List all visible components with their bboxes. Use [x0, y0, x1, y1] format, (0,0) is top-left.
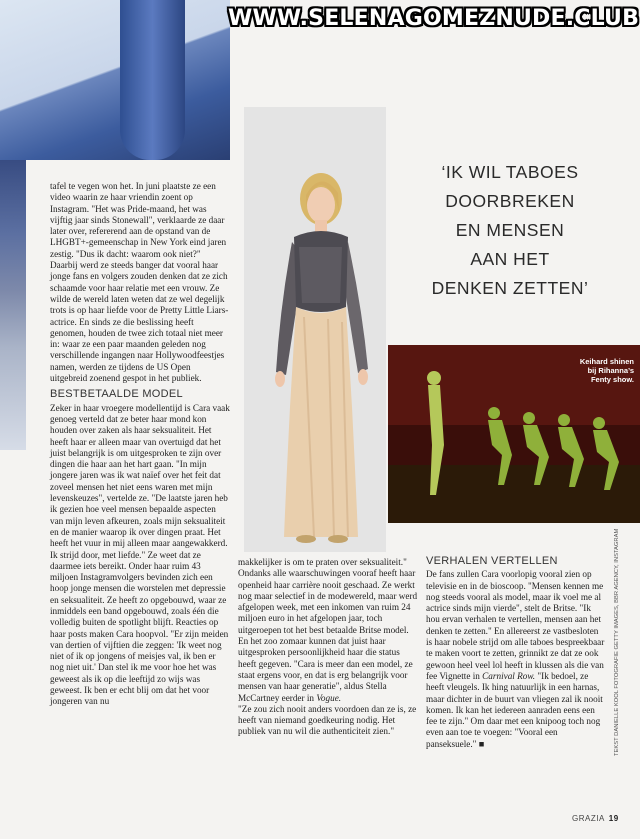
- section-subhead: VERHALEN VERTELLEN: [426, 555, 558, 567]
- quote-line: ‘IK WIL TABOES: [441, 162, 579, 182]
- cara-gown-illustration: [244, 107, 386, 552]
- section-subhead: BESTBETAALDE MODEL: [50, 388, 183, 401]
- pull-quote: [420, 158, 600, 303]
- photo-arm-shape: [120, 0, 185, 160]
- body-text: "Ze zou zich nooit anders voordoen dan ze is, ze heeft van niemand goedkeuring nodig. Het publiek van nu wil die authenticiteit zien.": [238, 703, 417, 737]
- body-paragraph: tafel te vegen won het. In juni plaatste ze een video waarin ze haar vriendin zoent op Instagram. "Het was Pride-maand, het was vijftig jaar sinds Stonewall", verklaarde ze daar later over, refererend aan de opstand van de LHGBT+-gemeenschap in New York eind jaren zestig. "Dus ik dacht: waarom ook niet?" Daarbij werd ze steeds banger dat vooral haar jonge fans en volgers zouden denken dat ze zich schaamde voor haar relatie met een vrouw. Ze wilde de wereld laten weten dat ze wel degelijk trots is op haar liefde voor de Pretty Little Liars-actrice. En sinds ze die beslissing heeft genomen, houden de twee zich totaal niet meer in: waar ze een paar maanden geleden nog verschillende ingangen naar Hollywoodfeestjes namen, werden ze tijdens de US Open uitgebreid zoenend gespot in het publiek.: [50, 181, 229, 384]
- caption-line: bij Rihanna’s: [587, 366, 634, 375]
- top-left-photo: [0, 0, 230, 160]
- magazine-name: GRAZIA: [572, 814, 605, 823]
- left-edge-photo: [0, 160, 26, 450]
- caption-line: Keihard shinen: [579, 357, 634, 366]
- page-number: 19: [608, 814, 619, 823]
- photo-caption: [544, 357, 634, 384]
- credit-text: TEKST DANIELLE KOOL FOTOGRAFIE GETTY IMAGES, BBR AGENCY, INSTAGRAM: [614, 528, 620, 756]
- article-column-3: [426, 555, 606, 750]
- caption-line: Fenty show.: [590, 375, 634, 384]
- magazine-title: Vogue.: [316, 692, 342, 703]
- concert-photo: [388, 345, 640, 523]
- quote-line: DOORBREKEN: [445, 191, 575, 211]
- quote-line: DENKEN ZETTEN’: [431, 278, 589, 298]
- article-column-1: [50, 181, 230, 708]
- body-paragraph: Zeker in haar vroegere modellentijd is Cara vaak genoeg verteld dat ze beter haar mond kon houden over zaken als haar seksualiteit. Het heeft haar er alleen maar van overtuigd dat het juist belangrijk is om uitgesproken te zijn over dingen die haar aan het hart gaan. "In mijn jongere jaren was ik wat naïef over het feit dat zoveel mensen het niet eens waren met mijn levenskeuzes", vertelde ze. "De laatste jaren heb ik gezien hoe veel mensen bepaalde aspecten van mijn leven afkeuren, zoals mijn seksualiteit en de manier waarop ik over dingen praat. Het heeft het vuur in mij alleen maar aangewakkerd. Ik strijd door, met liefde." Ze weet dat ze daarmee iets bereikt. Onder haar ruim 43 miljoen Instagramvolgers bevinden zich een hoop jonge mensen die worstelen met depressie en seksualiteit. Ze heeft zo opgebouwd, waar ze inmiddels een band opgebouwd, zoals één die volledig buiten de spotlight blijft. Reacties op haar posts maken Cara hoopvol. "Er zijn meiden van dertien of vijftien die zeggen: 'Ik weet nog niet of ik op jongens of meisjes val, ik ben er nog niet uit.' Dan stel ik me voor hoe het was geweest als ik op die leeftijd zo wijs was geweest. Ik ben er echt blij om dat het voor jongeren van nu: [50, 402, 230, 707]
- body-paragraph: [426, 569, 606, 750]
- quote-line: AAN HET: [470, 249, 550, 269]
- body-text: De fans zullen Cara voorlopig vooral zien op televisie en in de bioscoop. "Mensen kennen me nog steeds vooral als model, maar ik voel me al actrice sinds mijn vierde", stelt de Britse. "Ik hou ervan verhalen te vertellen, mensen aan het denken te zetten." En allereerst ze vastbesloten is haar nobele strijd om alle taboes bespreekbaar te maken voort te zetten, grinnikt ze dat ze ook gewoon heel veel lol heeft in klussen als die van fee Vignette in: [426, 569, 605, 681]
- fashion-photo: [244, 107, 386, 552]
- body-paragraph: [238, 557, 418, 738]
- body-text: "Ik bedoel, ze heeft vleugels. Ik hing natuurlijk in een harnas, maar dichter in de buurt van vliegen zal ik nooit komen. Ik kan het iedereen aanraden eens een fee te zijn." Om daar met een knipoog toch nog even aan toe te voegen: "Vooral een panseksuele." ■: [426, 670, 603, 749]
- photo-credit: [608, 528, 620, 760]
- page-folio: [572, 814, 619, 823]
- watermark: WWW.SELENAGOMEZNUDE.CLUB: [228, 6, 640, 31]
- series-title: Carnival Row.: [482, 670, 536, 681]
- article-column-2: [238, 557, 418, 738]
- body-text: makkelijker is om te praten over seksualiteit." Ondanks alle waarschuwingen vooraf heeft haar openheid haar carrière nooit geschaad. Ze werkt nog maar selectief in de modewereld, maar werd afgelopen week, met een inkomen van ruim 24 miljoen euro in het afgelopen jaar, toch uitgeroepen tot het best betaalde Britse model. En het zoo zomaar kunnen dat juist haar uitgesproken persoonlijkheid haar die status heeft gegeven. "Cara is meer dan een model, ze staat ergens voor, en dat is erg belangrijk voor mensen van haar generatie", aldus Stella McCartney eerder in: [238, 557, 418, 703]
- quote-line: EN MENSEN: [455, 220, 565, 240]
